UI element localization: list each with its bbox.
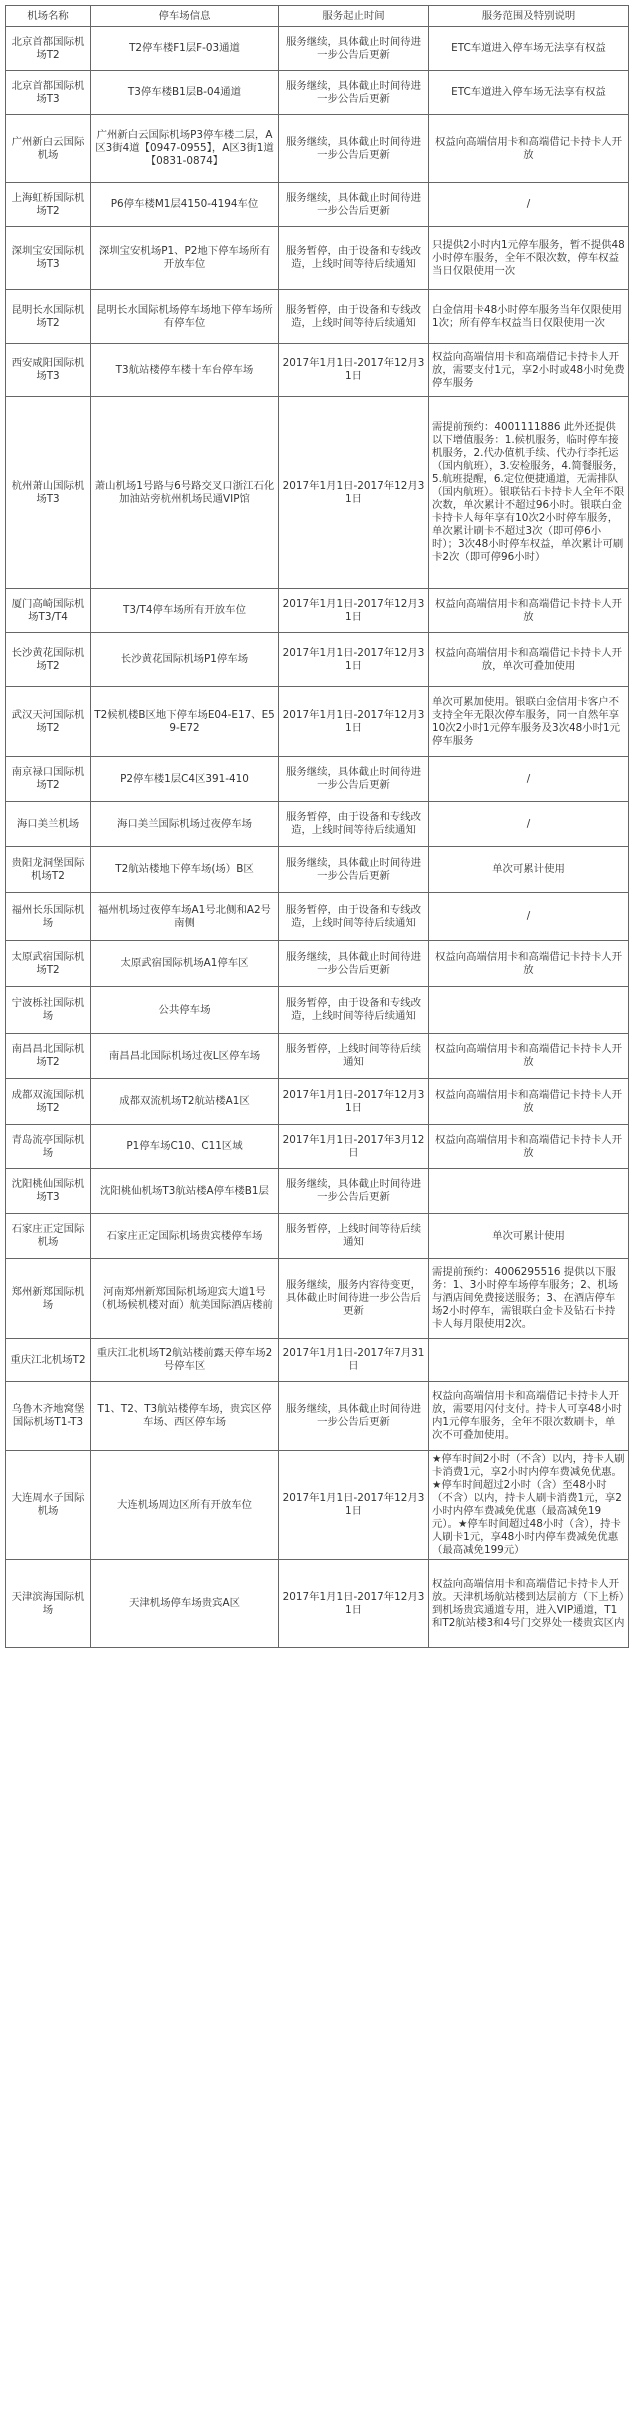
cell-airport: 郑州新郑国际机场 [6,1259,91,1339]
cell-notes: 单次可累加使用。银联白金信用卡客户不支持全年无限次停车服务，同一自然年享10次2小时1元停车服务及3次48小时1元停车服务 [429,687,629,757]
table-row [6,757,629,802]
cell-notes: 权益向高端信用卡和高端借记卡持卡人开放 [429,1079,629,1125]
cell-period: 服务暂停，由于设备和专线改造，上线时间等待后续通知 [279,893,429,941]
cell-period: 2017年1月1日-2017年12月31日 [279,1079,429,1125]
cell-notes: ETC车道进入停车场无法享有权益 [429,27,629,71]
cell-period: 服务继续，具体截止时间待进一步公告后更新 [279,757,429,802]
cell-period: 服务继续，具体截止时间待进一步公告后更新 [279,847,429,893]
cell-parking: 重庆江北机场T2航站楼前露天停车场2号停车区 [91,1339,279,1382]
cell-parking: 长沙黄花国际机场P1停车场 [91,633,279,687]
cell-period: 服务暂停，由于设备和专线改造，上线时间等待后续通知 [279,227,429,290]
cell-airport: 厦门高崎国际机场T3/T4 [6,589,91,633]
table-row [6,1382,629,1451]
table-row [6,1079,629,1125]
cell-parking: P6停车楼M1层4150-4194车位 [91,183,279,227]
cell-airport: 北京首都国际机场T2 [6,27,91,71]
table-row [6,1339,629,1382]
cell-period: 服务继续，服务内容待变更，具体截止时间待进一步公告后更新 [279,1259,429,1339]
cell-period: 服务暂停，上线时间等待后续通知 [279,1034,429,1079]
cell-parking: 海口美兰国际机场过夜停车场 [91,802,279,847]
header-notes: 服务范围及特别说明 [429,6,629,27]
cell-period: 2017年1月1日-2017年12月31日 [279,1560,429,1648]
header-parking: 停车场信息 [91,6,279,27]
table-row [6,71,629,115]
cell-notes: 权益向高端信用卡和高端借记卡持卡人开放，需要支付1元，享2小时或48小时免费停车服务 [429,344,629,397]
cell-airport: 天津滨海国际机场 [6,1560,91,1648]
table-row [6,290,629,344]
cell-notes: 权益向高端信用卡和高端借记卡持卡人开放，需要用闪付支付。持卡人可享48小时内1元停车服务，全年不限次数刷卡，单次不可叠加使用。 [429,1382,629,1451]
cell-parking: 深圳宝安机场P1、P2地下停车场所有开放车位 [91,227,279,290]
cell-period: 2017年1月1日-2017年12月31日 [279,633,429,687]
cell-parking: T1、T2、T3航站楼停车场，贵宾区停车场、西区停车场 [91,1382,279,1451]
cell-airport: 青岛流亭国际机场 [6,1125,91,1169]
cell-airport: 大连周水子国际机场 [6,1451,91,1560]
cell-airport: 长沙黄花国际机场T2 [6,633,91,687]
table-row [6,183,629,227]
parking-table-container [5,5,628,1648]
header-airport: 机场名称 [6,6,91,27]
cell-notes: 单次可累计使用 [429,1214,629,1259]
cell-period: 2017年1月1日-2017年12月31日 [279,344,429,397]
cell-notes: 权益向高端信用卡和高端借记卡持卡人开放，单次可叠加使用 [429,633,629,687]
table-row [6,633,629,687]
table-row [6,1034,629,1079]
cell-airport: 南昌昌北国际机场T2 [6,1034,91,1079]
cell-notes: 需提前预约：4006295516 提供以下服务：1、3小时停车场停车服务；2、机场与酒店间免费接送服务；3、在酒店停车场2小时停车，需银联白金卡及钻石卡持卡人每月限使用2次。 [429,1259,629,1339]
airport-parking-table [5,5,629,1648]
cell-notes: 权益向高端信用卡和高端借记卡持卡人开放 [429,1125,629,1169]
cell-airport: 石家庄正定国际机场 [6,1214,91,1259]
table-row [6,802,629,847]
cell-notes [429,1169,629,1214]
table-row [6,987,629,1034]
cell-parking: T3航站楼停车楼十车台停车场 [91,344,279,397]
cell-parking: 广州新白云国际机场P3停车楼二层，A区3街4道【0947-0955】，A区3街1道【0831-0874】 [91,115,279,183]
cell-airport: 福州长乐国际机场 [6,893,91,941]
cell-parking: 天津机场停车场贵宾A区 [91,1560,279,1648]
cell-notes: 权益向高端信用卡和高端借记卡持卡人开放 [429,115,629,183]
header-period: 服务起止时间 [279,6,429,27]
cell-parking: 成都双流机场T2航站楼A1区 [91,1079,279,1125]
cell-parking: T2候机楼B区地下停车场E04-E17、E59-E72 [91,687,279,757]
cell-notes: 只提供2小时内1元停车服务，暂不提供48小时停车服务，全年不限次数，停车权益当日仅限使用一次 [429,227,629,290]
cell-airport: 广州新白云国际机场 [6,115,91,183]
cell-period: 服务继续，具体截止时间待进一步公告后更新 [279,27,429,71]
cell-notes [429,987,629,1034]
cell-parking: 公共停车场 [91,987,279,1034]
cell-parking: 昆明长水国际机场停车场地下停车场所有停车位 [91,290,279,344]
cell-airport: 武汉天河国际机场T2 [6,687,91,757]
cell-parking: P1停车场C10、C11区域 [91,1125,279,1169]
cell-airport: 重庆江北机场T2 [6,1339,91,1382]
cell-parking: T3停车楼B1层B-04通道 [91,71,279,115]
cell-period: 服务继续，具体截止时间待进一步公告后更新 [279,183,429,227]
cell-notes: 权益向高端信用卡和高端借记卡持卡人开放 [429,1034,629,1079]
cell-airport: 深圳宝安国际机场T3 [6,227,91,290]
cell-parking: 萧山机场1号路与6号路交叉口浙江石化加油站旁杭州机场民通VIP馆 [91,397,279,589]
cell-notes: 权益向高端信用卡和高端借记卡持卡人开放 [429,941,629,987]
cell-airport: 上海虹桥国际机场T2 [6,183,91,227]
table-row [6,589,629,633]
cell-period: 2017年1月1日-2017年7月31日 [279,1339,429,1382]
cell-period: 服务暂停，上线时间等待后续通知 [279,1214,429,1259]
cell-notes: 需提前预约：4001111886 此外还提供以下增值服务：1.候机服务，临时停车接机服务，2.代办值机手续、代办行李托运（国内航班），3.安检服务，4.简餐服务，5.航班提醒，6.定位便捷通道，无需排队（国内航班）。银联钻石卡持卡人全年不限次数，单次累计不超过96小时。银联白金卡持卡人每年享有10次2小时停车服务，单次累计刷卡不超过3次（即可停6小时）；3次48小时停车权益，单次累计可刷卡2次（即可停96小时） [429,397,629,589]
cell-notes: 权益向高端信用卡和高端借记卡持卡人开放。天津机场航站楼到达层前方（下上桥）到机场贵宾通道专用，进入VIP通道，T1和T2航站楼3和4号门交界处一楼贵宾区内 [429,1560,629,1648]
table-row [6,1125,629,1169]
cell-airport: 南京禄口国际机场T2 [6,757,91,802]
table-row [6,1169,629,1214]
cell-period: 2017年1月1日-2017年12月31日 [279,687,429,757]
table-row [6,227,629,290]
cell-parking: P2停车楼1层C4区391-410 [91,757,279,802]
cell-parking: 福州机场过夜停车场A1号北侧和A2号南侧 [91,893,279,941]
cell-airport: 乌鲁木齐地窝堡国际机场T1-T3 [6,1382,91,1451]
cell-notes: / [429,183,629,227]
cell-period: 服务暂停，由于设备和专线改造，上线时间等待后续通知 [279,987,429,1034]
cell-parking: 沈阳桃仙机场T3航站楼A停车楼B1层 [91,1169,279,1214]
table-row [6,344,629,397]
table-row [6,1214,629,1259]
cell-notes: ★停车时间2小时（不含）以内，持卡人刷卡消费1元，享2小时内停车费减免优惠。★停车时间超过2小时（含）至48小时（不含）以内，持卡人刷卡消费1元，享2小时内停车费减免优惠（最高减免19元）。★停车时间超过48小时（含），持卡人刷卡1元，享48小时内停车费减免优惠（最高减免199元） [429,1451,629,1560]
table-row [6,1451,629,1560]
cell-notes: / [429,802,629,847]
table-row [6,847,629,893]
table-header-row [6,6,629,27]
cell-period: 2017年1月1日-2017年12月31日 [279,397,429,589]
table-row [6,687,629,757]
cell-notes: ETC车道进入停车场无法享有权益 [429,71,629,115]
cell-airport: 沈阳桃仙国际机场T3 [6,1169,91,1214]
cell-period: 服务继续，具体截止时间待进一步公告后更新 [279,1169,429,1214]
cell-notes: / [429,757,629,802]
table-row [6,1560,629,1648]
cell-parking: T2航站楼地下停车场(场）B区 [91,847,279,893]
cell-period: 服务继续，具体截止时间待进一步公告后更新 [279,71,429,115]
cell-period: 服务继续，具体截止时间待进一步公告后更新 [279,115,429,183]
cell-airport: 成都双流国际机场T2 [6,1079,91,1125]
cell-airport: 太原武宿国际机场T2 [6,941,91,987]
cell-period: 服务继续，具体截止时间待进一步公告后更新 [279,941,429,987]
cell-parking: 大连机场周边区所有开放车位 [91,1451,279,1560]
cell-airport: 西安咸阳国际机场T3 [6,344,91,397]
cell-period: 2017年1月1日-2017年3月12日 [279,1125,429,1169]
cell-notes [429,1339,629,1382]
table-row [6,893,629,941]
cell-period: 服务继续，具体截止时间待进一步公告后更新 [279,1382,429,1451]
table-row [6,941,629,987]
cell-parking: 太原武宿国际机场A1停车区 [91,941,279,987]
cell-airport: 北京首都国际机场T3 [6,71,91,115]
table-row [6,27,629,71]
cell-period: 服务暂停，由于设备和专线改造，上线时间等待后续通知 [279,802,429,847]
cell-period: 2017年1月1日-2017年12月31日 [279,589,429,633]
cell-parking: T2停车楼F1层F-03通道 [91,27,279,71]
cell-airport: 宁波栎社国际机场 [6,987,91,1034]
cell-notes: 权益向高端信用卡和高端借记卡持卡人开放 [429,589,629,633]
cell-notes: / [429,893,629,941]
table-row [6,115,629,183]
cell-notes: 白金信用卡48小时停车服务当年仅限使用1次；所有停车权益当日仅限使用一次 [429,290,629,344]
cell-period: 服务暂停，由于设备和专线改造，上线时间等待后续通知 [279,290,429,344]
cell-period: 2017年1月1日-2017年12月31日 [279,1451,429,1560]
cell-airport: 昆明长水国际机场T2 [6,290,91,344]
cell-notes: 单次可累计使用 [429,847,629,893]
cell-airport: 海口美兰机场 [6,802,91,847]
table-row [6,397,629,589]
cell-airport: 贵阳龙洞堡国际机场T2 [6,847,91,893]
cell-parking: 河南郑州新郑国际机场迎宾大道1号（机场候机楼对面）航美国际酒店楼前 [91,1259,279,1339]
cell-parking: T3/T4停车场所有开放车位 [91,589,279,633]
table-row [6,1259,629,1339]
cell-parking: 石家庄正定国际机场贵宾楼停车场 [91,1214,279,1259]
table-body [6,27,629,1648]
cell-airport: 杭州萧山国际机场T3 [6,397,91,589]
cell-parking: 南昌昌北国际机场过夜L区停车场 [91,1034,279,1079]
